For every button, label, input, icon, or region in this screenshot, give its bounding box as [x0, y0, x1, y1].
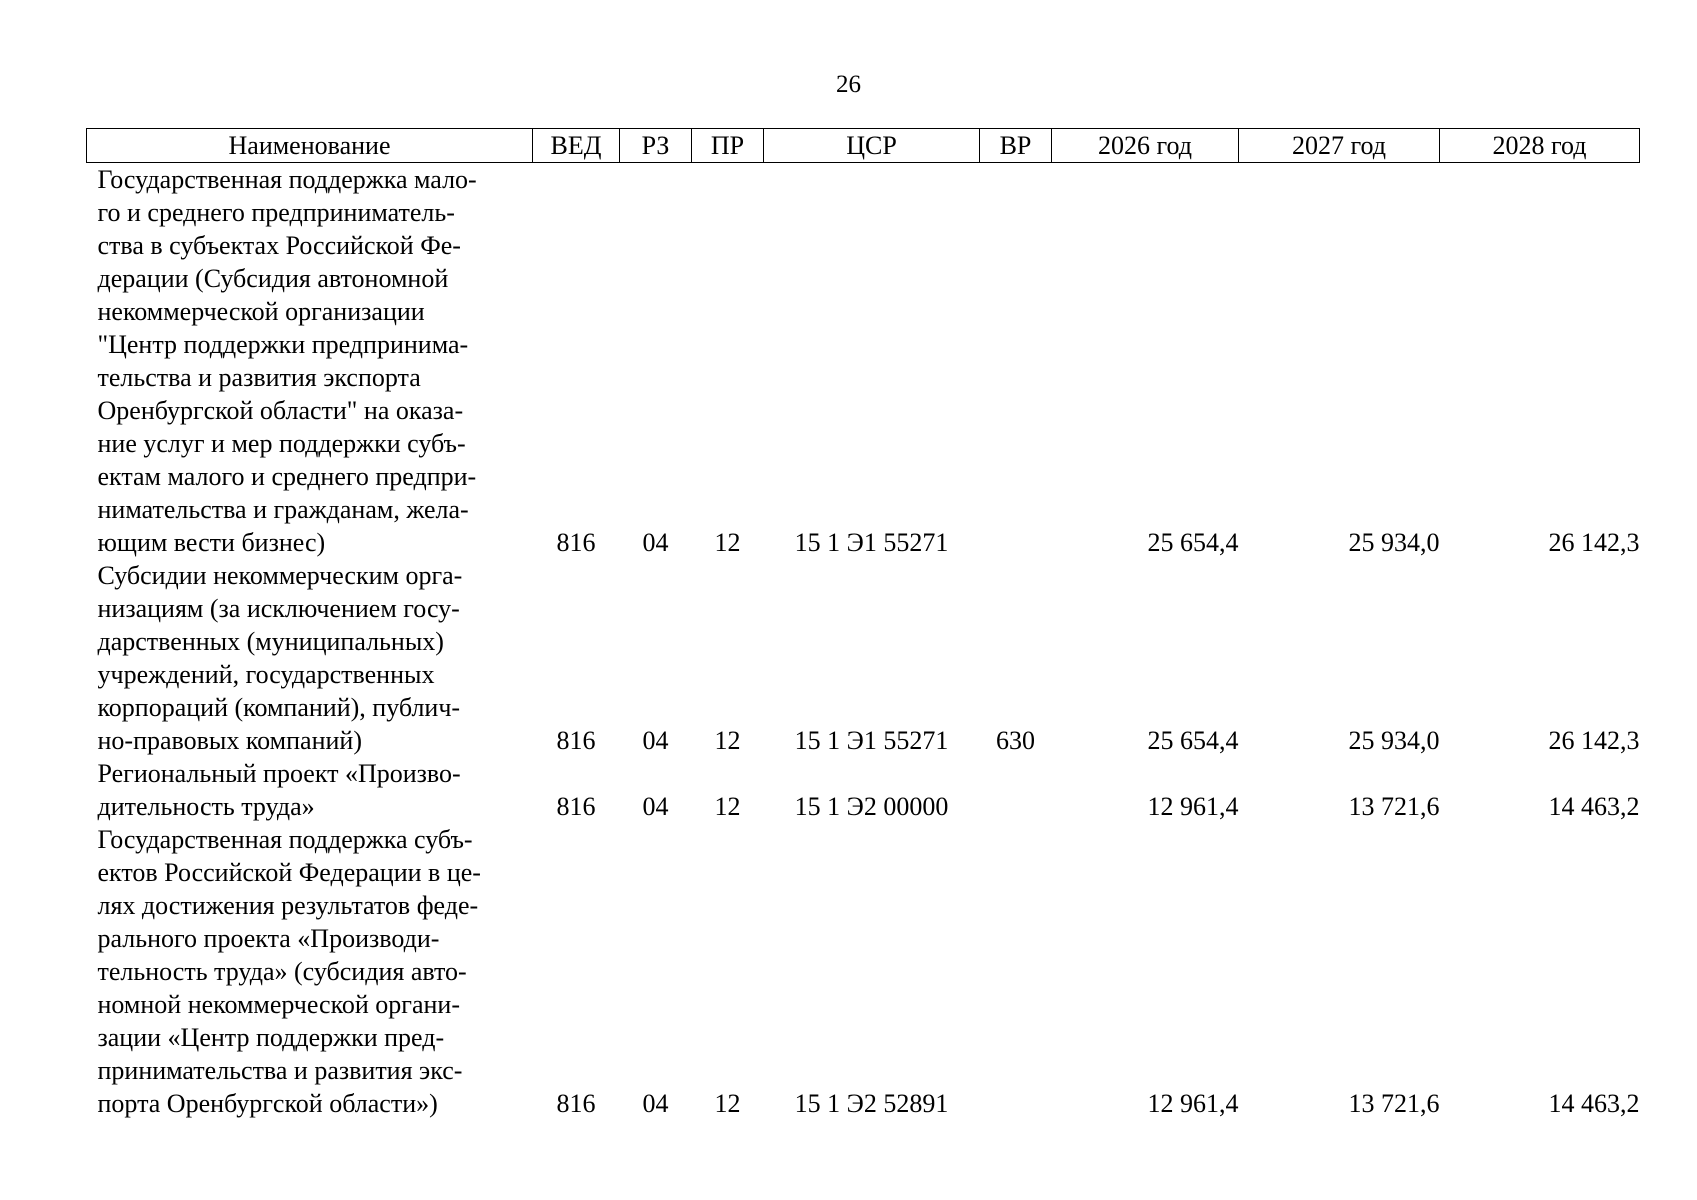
cell-2027: 25 934,0	[1348, 726, 1440, 755]
cell-ved: 816	[556, 1089, 596, 1118]
table-row	[87, 559, 1640, 757]
cell-pr: 12	[714, 726, 741, 755]
name-line: принимательства и развития экс-	[97, 1056, 463, 1085]
budget-table	[86, 128, 1640, 1120]
header-2028: 2028 год	[1440, 129, 1640, 163]
cell-rz: 04	[642, 792, 669, 821]
cell-2026: 25 654,4	[1147, 726, 1239, 755]
name-line: Региональный проект «Произво-	[97, 759, 461, 788]
row-name	[87, 823, 533, 1120]
cell-ved: 816	[556, 528, 596, 557]
cell-vr: 630	[996, 726, 1035, 755]
cell-2028: 14 463,2	[1548, 1089, 1640, 1118]
header-2026: 2026 год	[1052, 129, 1239, 163]
cell-rz: 04	[642, 528, 669, 557]
cell-csr: 15 1 Э2 00000	[794, 792, 949, 821]
cell-2026: 25 654,4	[1147, 528, 1239, 557]
name-line: ектов Российской Федерации в це-	[97, 858, 481, 887]
cell-csr: 15 1 Э1 55271	[794, 528, 949, 557]
header-ved: ВЕД	[533, 129, 620, 163]
cell-2027: 13 721,6	[1348, 792, 1440, 821]
name-line: тельства и развития экспорта	[97, 363, 421, 392]
name-line: го и среднего предприниматель-	[97, 198, 455, 227]
name-line: рального проекта «Производи-	[97, 924, 440, 953]
cell-2027: 13 721,6	[1348, 1089, 1440, 1118]
name-line: но-правовых компаний)	[97, 726, 362, 755]
header-2027: 2027 год	[1239, 129, 1440, 163]
cell-ved: 816	[556, 792, 596, 821]
header-csr: ЦСР	[764, 129, 980, 163]
header-row	[87, 129, 1640, 163]
table-row	[87, 163, 1640, 560]
cell-2028: 14 463,2	[1548, 792, 1640, 821]
name-line: Государственная поддержка мало-	[97, 165, 477, 194]
header-name: Наименование	[87, 129, 533, 163]
cell-rz: 04	[642, 726, 669, 755]
name-line: тельность труда» (субсидия авто-	[97, 957, 467, 986]
name-line: ние услуг и мер поддержки субъ-	[97, 429, 466, 458]
name-line: ства в субъектах Российской Фе-	[97, 231, 461, 260]
name-line: зации «Центр поддержки пред-	[97, 1023, 445, 1052]
name-line: дительность труда»	[97, 792, 315, 821]
row-name	[87, 163, 533, 560]
cell-2028: 26 142,3	[1548, 726, 1640, 755]
cell-rz: 04	[642, 1089, 669, 1118]
name-line: нимательства и гражданам, жела-	[97, 495, 469, 524]
name-line: некоммерческой организации	[97, 297, 425, 326]
name-line: номной некоммерческой органи-	[97, 990, 460, 1019]
cell-vr	[980, 757, 1052, 823]
name-line: Субсидии некоммерческим орга-	[97, 561, 463, 590]
name-line: низациям (за исключением госу-	[97, 594, 460, 623]
header-rz: РЗ	[620, 129, 692, 163]
cell-ved: 816	[556, 726, 596, 755]
cell-vr	[980, 823, 1052, 1120]
name-line: порта Оренбургской области»)	[97, 1089, 438, 1118]
name-line: "Центр поддержки предпринима-	[97, 330, 469, 359]
name-line: дарственных (муниципальных)	[97, 627, 444, 656]
header-pr: ПР	[692, 129, 764, 163]
table-row	[87, 757, 1640, 823]
cell-2026: 12 961,4	[1147, 1089, 1239, 1118]
header-vr: ВР	[980, 129, 1052, 163]
table-body	[87, 163, 1640, 1121]
name-line: учреждений, государственных	[97, 660, 435, 689]
cell-pr: 12	[714, 1089, 741, 1118]
name-line: дерации (Субсидия автономной	[97, 264, 449, 293]
cell-2028: 26 142,3	[1548, 528, 1640, 557]
cell-csr: 15 1 Э1 55271	[794, 726, 949, 755]
name-line: лях достижения результатов феде-	[97, 891, 479, 920]
cell-2026: 12 961,4	[1147, 792, 1239, 821]
name-line: Оренбургской области" на оказа-	[97, 396, 464, 425]
name-line: ектам малого и среднего предпри-	[97, 462, 477, 491]
table-header	[87, 129, 1640, 163]
cell-pr: 12	[714, 792, 741, 821]
row-name	[87, 559, 533, 757]
cell-vr	[980, 163, 1052, 560]
page-number: 26	[836, 71, 861, 98]
row-name	[87, 757, 533, 823]
table-row	[87, 823, 1640, 1120]
name-line: ющим вести бизнес)	[97, 528, 326, 557]
cell-csr: 15 1 Э2 52891	[794, 1089, 949, 1118]
name-line: корпораций (компаний), публич-	[97, 693, 461, 722]
cell-pr: 12	[714, 528, 741, 557]
name-line: Государственная поддержка субъ-	[97, 825, 473, 854]
cell-2027: 25 934,0	[1348, 528, 1440, 557]
